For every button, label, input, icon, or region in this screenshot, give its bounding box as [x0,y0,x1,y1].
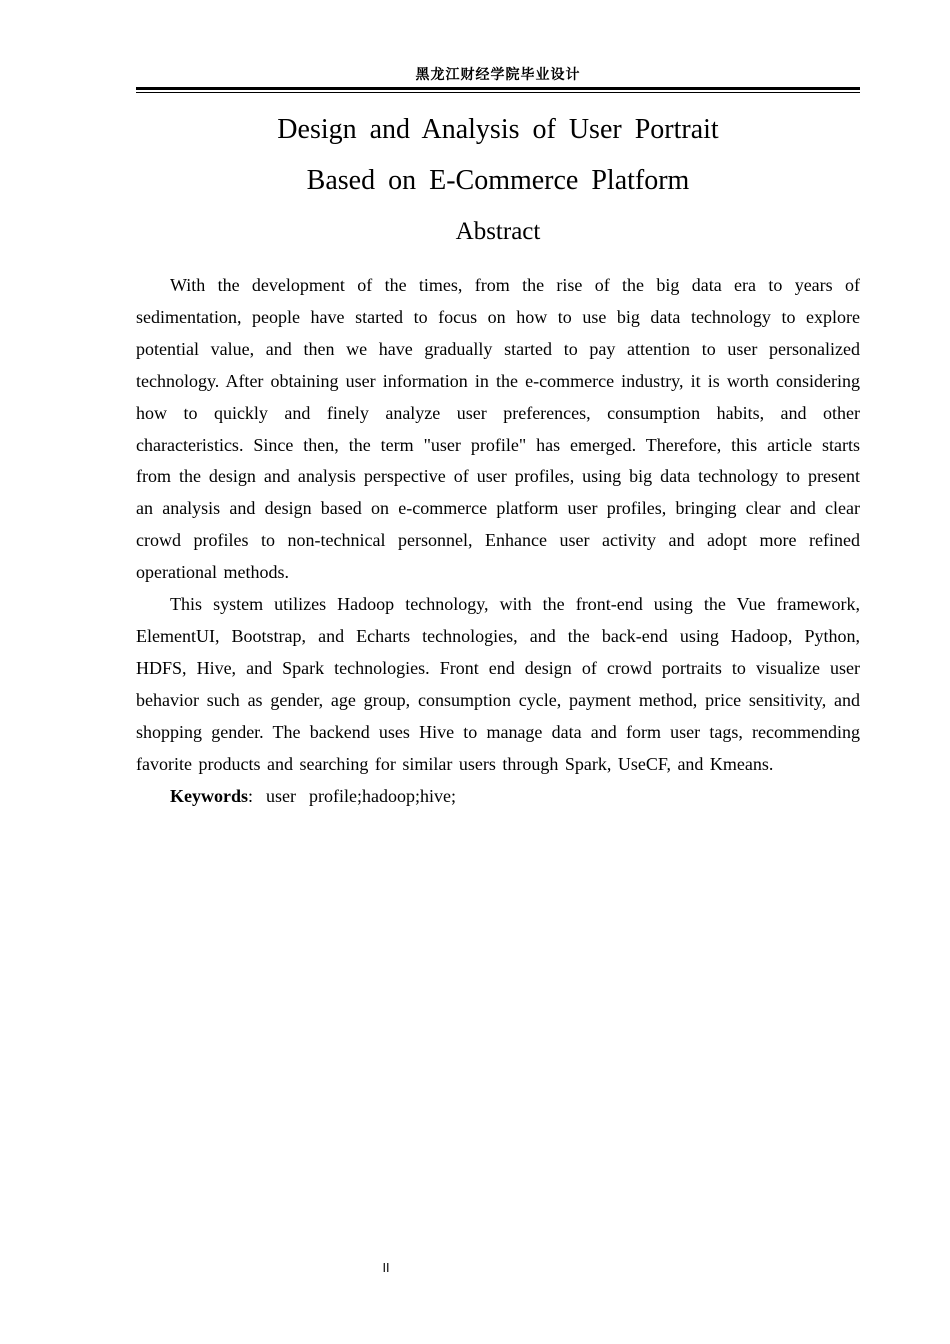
abstract-paragraph-2: This system utilizes Hadoop technology, with the front-end using the Vue framework, ElementUI, Bootstrap, and Echarts technologies, and the back-end using Hadoop, Python, HDFS, Hive, and Spark technologies. Front end design of crowd portraits to visualize user behavior such as gender, age group, consumption cycle, payment method, price sensitivity, and shopping gender. The backend uses Hive to manage data and form user tags, recommending favorite products and searching for similar users through Spark, UseCF, and Kmeans. [136,594,860,774]
keywords-line [136,781,860,813]
running-header: 黑龙江财经学院毕业设计 [415,67,581,83]
keywords-value: user profile;hadoop;hive; [266,785,456,806]
document-title-line-1: Design and Analysis of User Portrait [277,114,719,145]
abstract-paragraph-1: With the development of the times, from the rise of the big data era to years of sedimentation, people have started to focus on how to use big data technology to explore potential value, and then we have gradually started to pay attention to user personalized technology. After obtaining user information in the e-commerce industry, it is worth considering how to quickly and finely analyze user preferences, consumption habits, and other characteristics. Since then, the term "user profile" has emerged. Therefore, this article starts from the design and analysis perspective of user profiles, using big data technology to present an analysis and design based on e-commerce platform user profiles, bringing clear and clear crowd profiles to non-technical personnel, Enhance user activity and adopt more refined operational methods. [136,275,860,583]
header-rule-thin [136,92,860,93]
abstract-heading: Abstract [455,218,541,245]
header-rule-thick [136,87,860,90]
keywords-separator: : [248,785,267,806]
abstract-body [136,270,860,812]
document-title-line-2: Based on E-Commerce Platform [306,165,690,196]
keywords-label: Keywords [170,785,248,806]
page-number: II [382,1261,390,1275]
